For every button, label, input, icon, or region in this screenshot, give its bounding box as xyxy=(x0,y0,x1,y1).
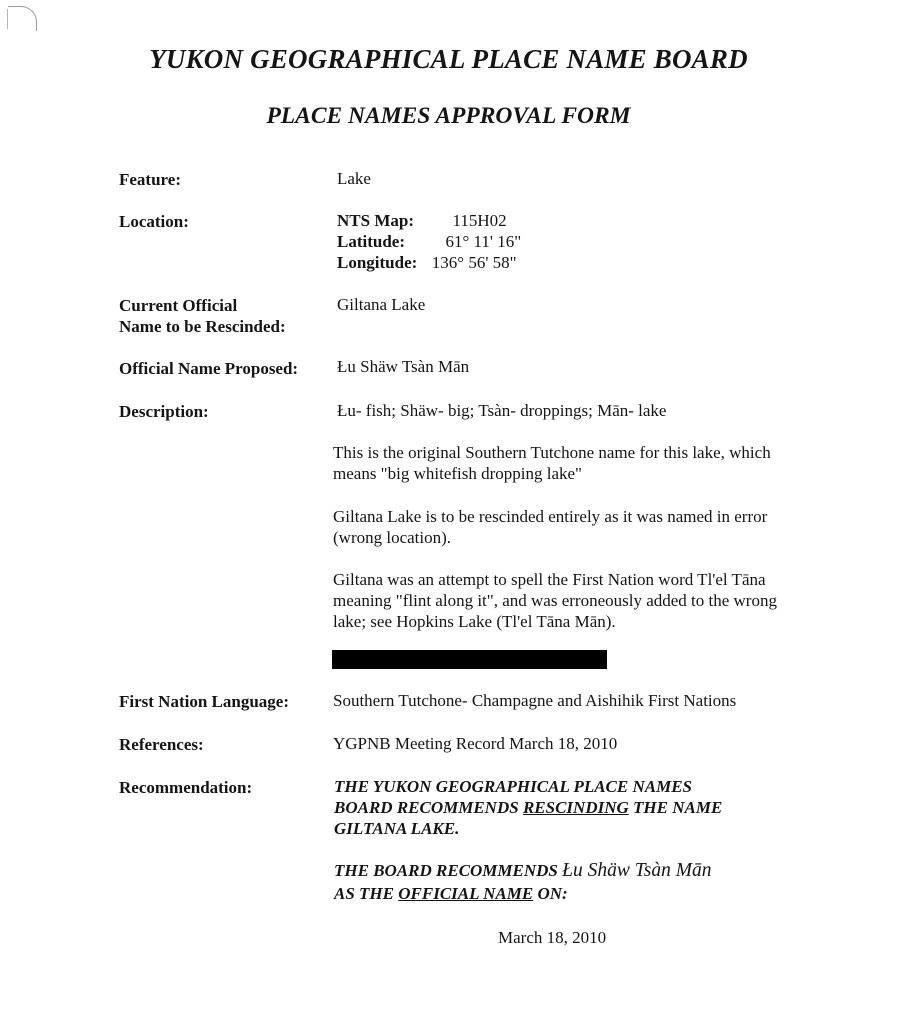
references-label: References: xyxy=(119,735,204,754)
longitude-row xyxy=(337,252,517,273)
latitude-row xyxy=(337,231,521,252)
redaction-bar xyxy=(332,650,607,669)
recommendation-line-2 xyxy=(334,797,722,818)
current-official-label-line1: Current Official xyxy=(119,296,238,315)
recommendation-line-3: GILTANA LAKE. xyxy=(334,819,460,838)
recommendation-line-2-pre: BOARD RECOMMENDS xyxy=(334,798,523,817)
language-value: Southern Tutchone- Champagne and Aishihik First Nations xyxy=(333,691,737,710)
official-name-underlined: OFFICIAL NAME xyxy=(398,884,534,903)
longitude-label: Longitude: xyxy=(337,253,418,272)
description-paragraph-2: Giltana Lake is to be rescinded entirely as it was named in error (wrong location). xyxy=(333,507,768,547)
recommendation-line-4-pre: THE BOARD RECOMMENDS xyxy=(334,861,563,880)
references-value: YGPNB Meeting Record March 18, 2010 xyxy=(333,734,618,753)
recommended-name: Łu Shäw Tsàn Mān xyxy=(562,860,712,881)
rescinding-underlined: RESCINDING xyxy=(522,798,629,817)
nts-map-label: NTS Map: xyxy=(337,211,414,230)
longitude-value: 136° 56' 58" xyxy=(431,253,517,272)
board-title: YUKON GEOGRAPHICAL PLACE NAME BOARD xyxy=(149,44,748,74)
latitude-label: Latitude: xyxy=(337,232,405,251)
feature-value: Lake xyxy=(337,169,371,188)
recommendation-line-5 xyxy=(334,883,568,904)
feature-label: Feature: xyxy=(119,170,181,189)
language-label: First Nation Language: xyxy=(119,692,289,711)
recommendation-label: Recommendation: xyxy=(119,778,253,797)
recommendation-line-5-pre: AS THE xyxy=(334,884,399,903)
page-corner-mark xyxy=(8,6,37,31)
description-paragraph-3: Giltana was an attempt to spell the First Nation word Tl'el Tāna meaning "flint along it", and was erroneously added to the wrong lake; see Hopkins Lake (Tl'el Tāna Mān). xyxy=(333,570,777,631)
recommendation-line-4 xyxy=(334,860,712,881)
location-label: Location: xyxy=(119,212,189,231)
latitude-value: 61° 11' 16" xyxy=(445,232,522,251)
nts-map-row xyxy=(337,210,507,231)
nts-map-value: 115H02 xyxy=(452,211,507,230)
recommendation-line-1: THE YUKON GEOGRAPHICAL PLACE NAMES xyxy=(334,777,693,796)
description-gloss: Łu- fish; Shäw- big; Tsàn- droppings; Mān- lake xyxy=(337,401,667,420)
current-official-value: Giltana Lake xyxy=(337,295,426,314)
approval-date: March 18, 2010 xyxy=(498,928,607,947)
form-title: PLACE NAMES APPROVAL FORM xyxy=(266,103,631,129)
proposed-label: Official Name Proposed: xyxy=(119,359,299,378)
description-paragraph-1: This is the original Southern Tutchone name for this lake, which means "big whitefish dropping lake" xyxy=(333,443,771,483)
recommendation-line-2-post: THE NAME xyxy=(628,798,723,817)
current-official-label-line2: Name to be Rescinded: xyxy=(119,317,286,336)
proposed-value: Łu Shäw Tsàn Mān xyxy=(337,357,470,376)
recommendation-line-5-post: ON: xyxy=(533,884,568,903)
description-label: Description: xyxy=(119,402,209,421)
